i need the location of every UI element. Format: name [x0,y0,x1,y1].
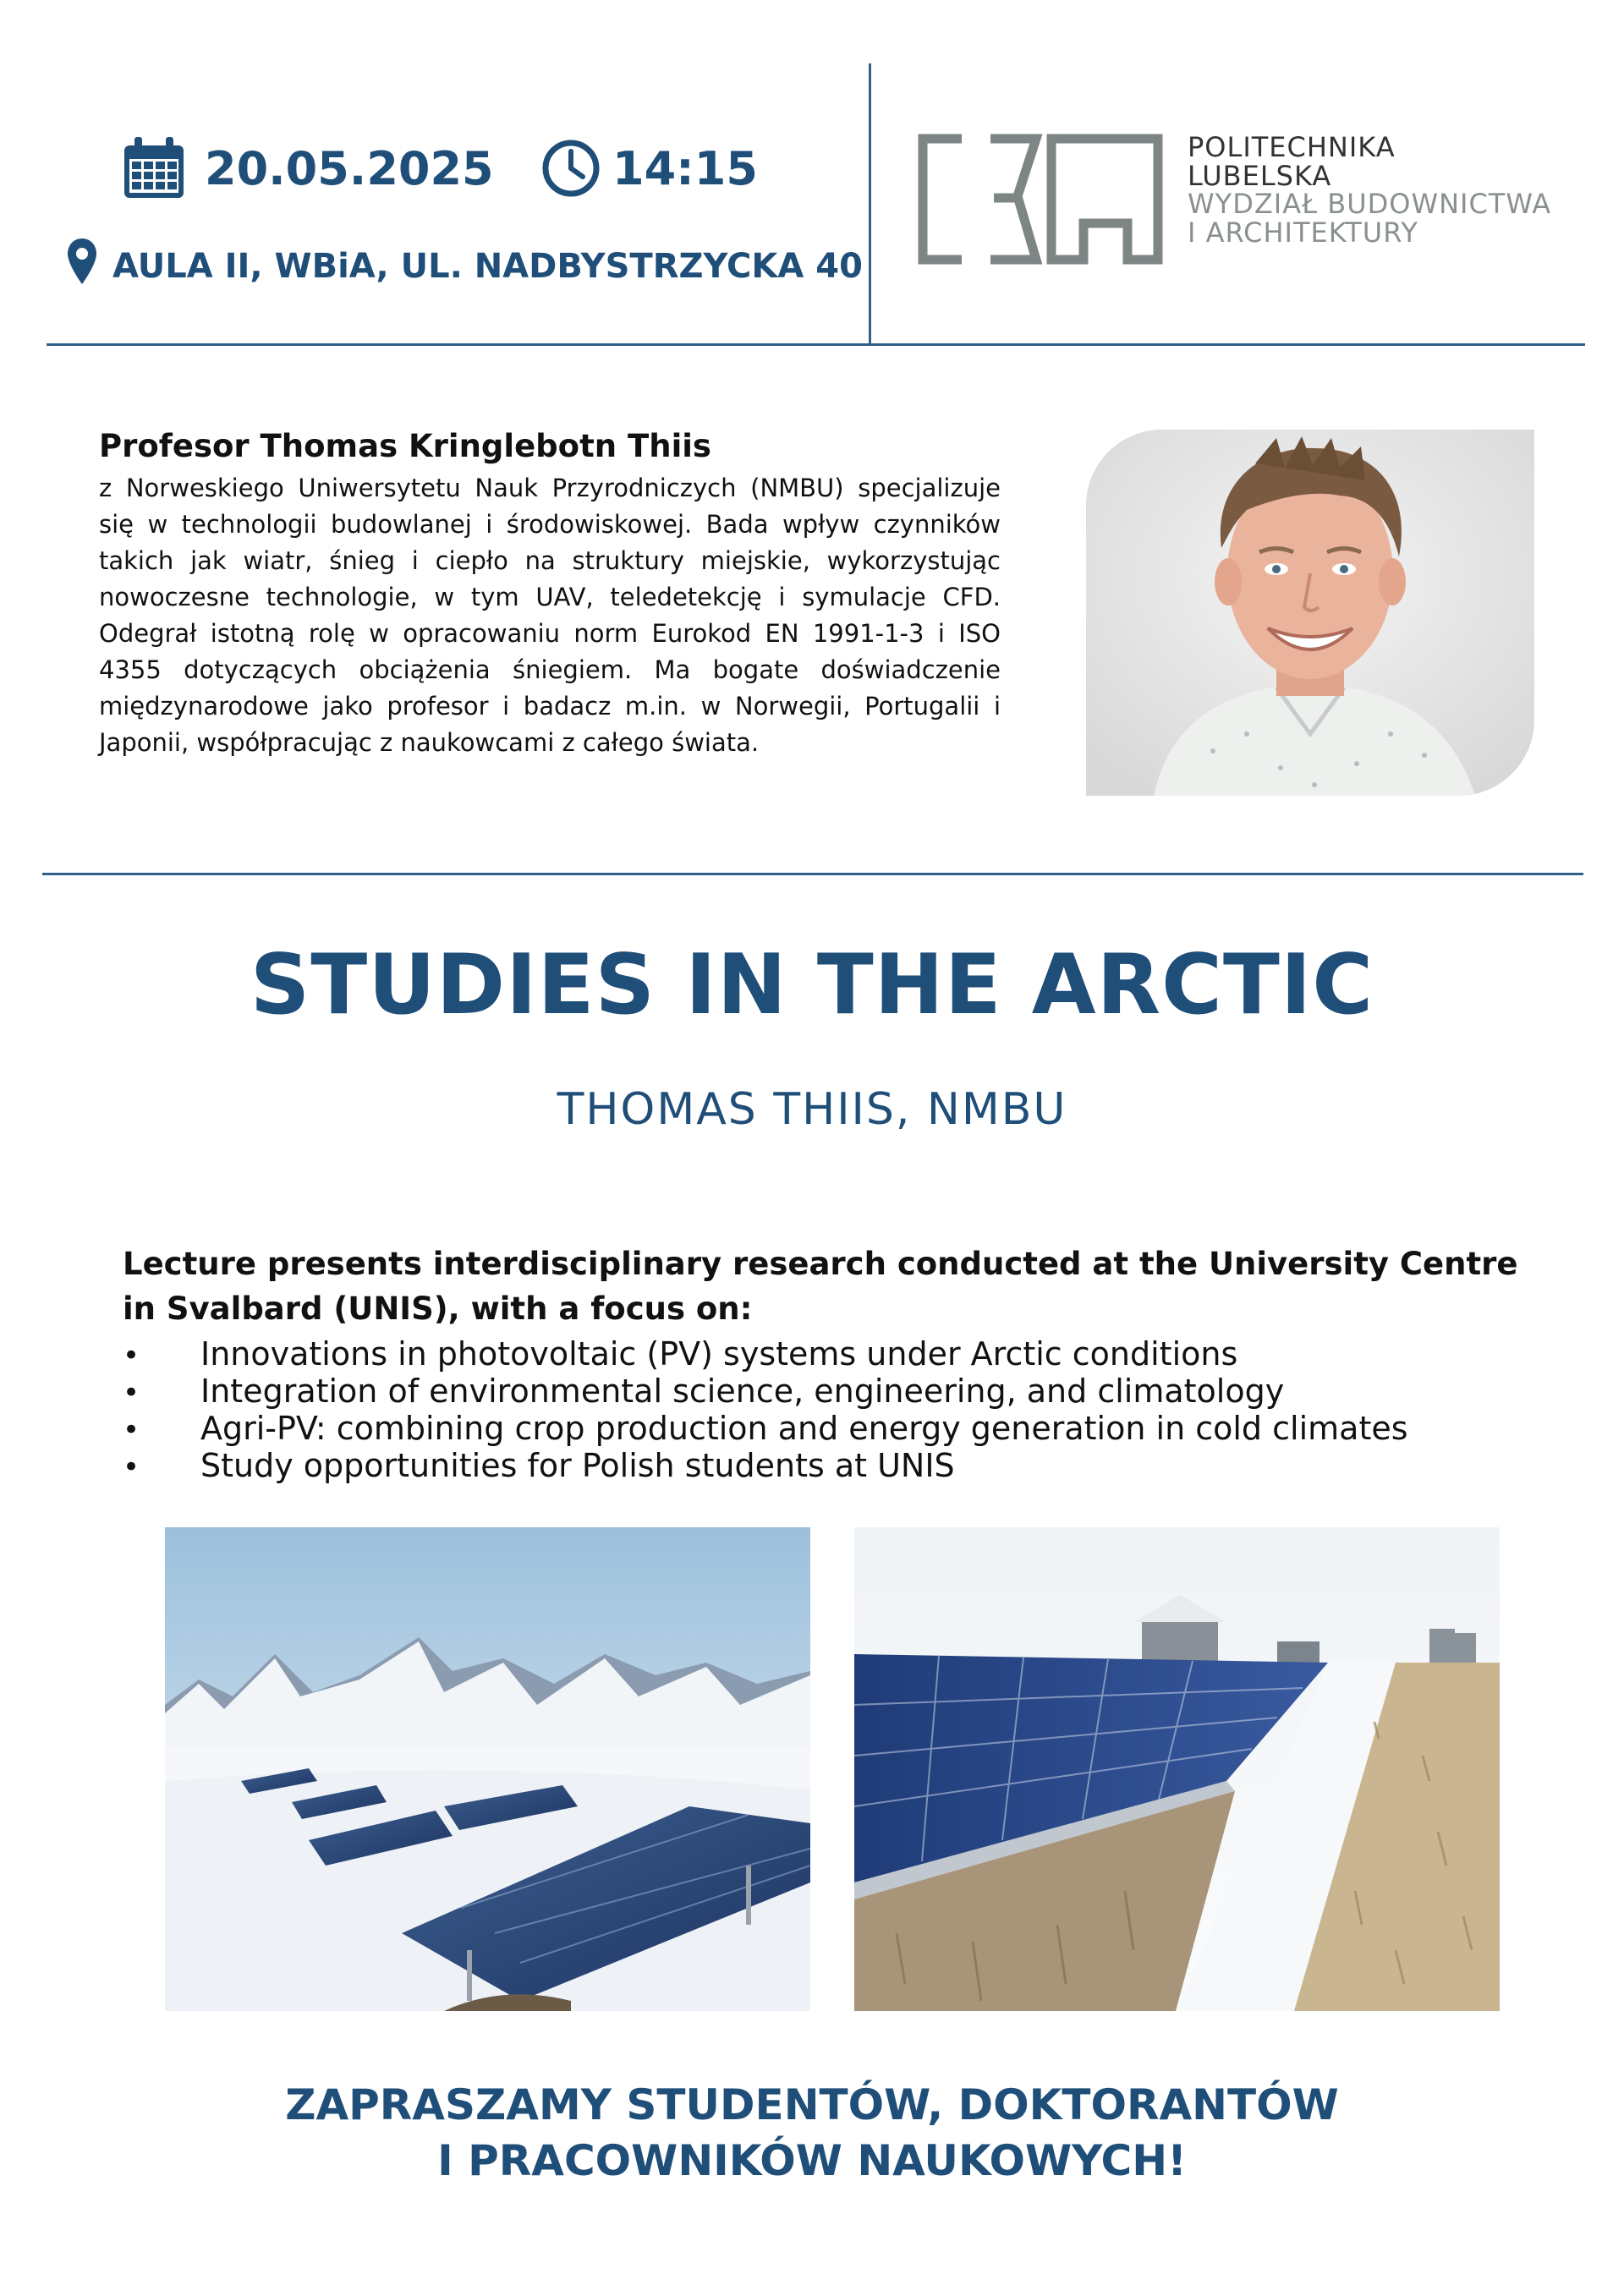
topic-text: Integration of environmental science, engineering, and climatology [200,1373,1285,1410]
event-date: 20.05.2025 [205,142,494,195]
event-location: AULA II, WBiA, UL. NADBYSTRZYCKA 40 [112,247,863,286]
clock-icon [541,139,601,198]
lecture-intro: Lecture presents interdisciplinary research conducted at the University Centre in Svalbard (UNIS), with a focus on: [123,1246,1518,1327]
header-divider-horizontal [47,343,1585,346]
list-item [123,1336,1577,1373]
arctic-solar-panels-image [165,1527,810,2011]
logo-text-lubelska: LUBELSKA [1188,159,1332,192]
bullet-marker: • [123,1339,140,1373]
list-item [123,1448,1577,1485]
speaker-photo [1086,430,1534,796]
agri-pv-farm-image [854,1527,1500,2011]
speaker-bio: z Norweskiego Uniwersytetu Nauk Przyrodniczych (NMBU) specjalizuje się w technologii budowlanej i środowiskowej. Bada wpływ czynników takich jak wiatr, śnieg i ciepło na struktury miejskie, wykorzystując nowoczesne technologie, w tym UAV, teledetekcję i symulacje CFD. Odegrał istotną rolę w opracowaniu norm Eurokod EN 1991-1-3 i ISO 4355 dotyczących obciążenia śniegiem. Ma bogate doświadczenie międzynarodowe jako profesor i badacz m.in. w Norwegii, Portugalii i Japonii, współpracując z naukowcami z całego świata. [99,474,1001,757]
speaker-name: Profesor Thomas Kringlebotn Thiis [99,428,711,464]
topic-text: Agri-PV: combining crop production and energy generation in cold climates [200,1410,1408,1447]
list-item [123,1411,1577,1448]
logo-text-faculty: WYDZIAŁ BUDOWNICTWA [1188,188,1552,221]
logo-text-faculty-2: I ARCHITEKTURY [1188,216,1418,249]
invitation-line-1: ZAPRASZAMY STUDENTÓW, DOKTORANTÓW [285,2080,1339,2129]
event-time: 14:15 [612,142,758,195]
bullet-marker: • [123,1413,140,1447]
header-divider-vertical [869,63,871,345]
calendar-icon [121,135,187,201]
lecture-speaker: THOMAS THIIS, NMBU [557,1084,1067,1135]
topic-list [123,1336,1577,1485]
invitation-line-2: I PRACOWNIKÓW NAUKOWYCH! [437,2136,1187,2185]
topic-text: Innovations in photovoltaic (PV) systems under Arctic conditions [200,1335,1238,1373]
section-divider [42,873,1583,875]
lecture-title: STUDIES IN THE ARCTIC [250,937,1374,1033]
topic-text: Study opportunities for Polish students at UNIS [200,1447,955,1484]
logo-text-politechnika: POLITECHNIKA [1188,131,1396,163]
bullet-marker: • [123,1376,140,1410]
bullet-marker: • [123,1450,140,1484]
list-item [123,1373,1577,1411]
invitation-text [0,2077,1624,2189]
faculty-logo [918,134,1163,265]
location-pin-icon [66,237,98,286]
